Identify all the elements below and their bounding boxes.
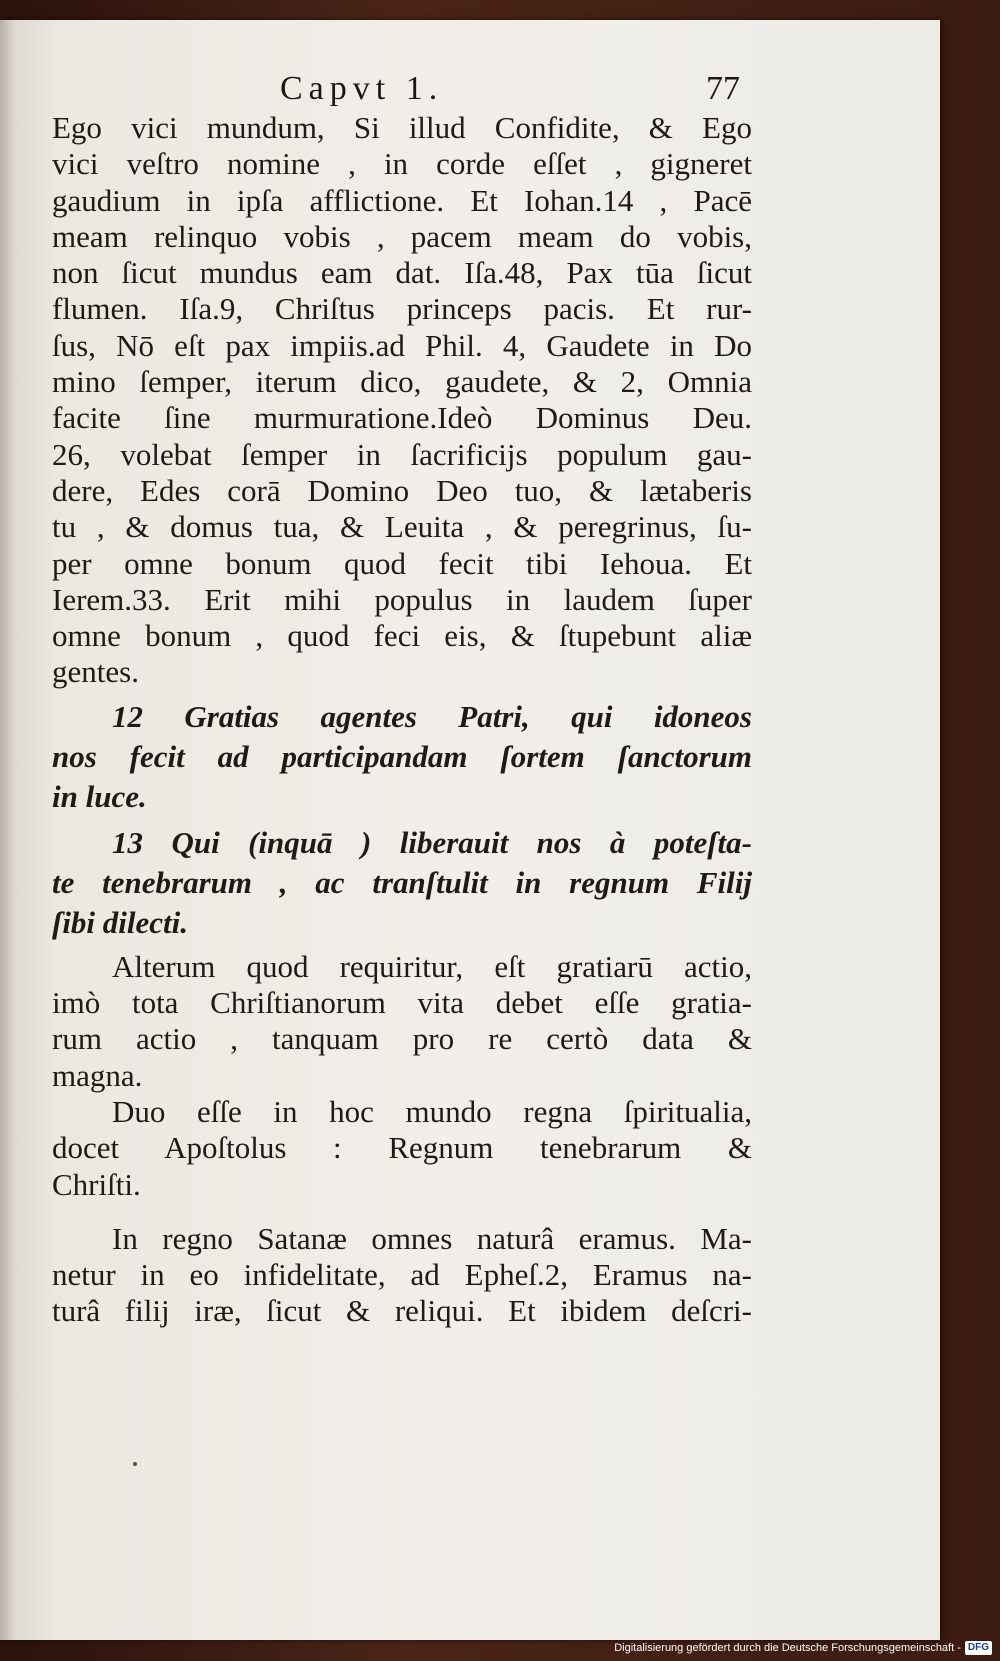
main-text xyxy=(52,110,752,1330)
verse-line: nos fecit ad participandam ſortem ſanctorum xyxy=(52,738,752,774)
text-line: ſus, Nō eſt pax impiis.ad Phil. 4, Gaudete in Do xyxy=(52,327,752,363)
verse-line: 13 Qui (inquā ) liberauit nos à poteſta- xyxy=(112,824,752,860)
text-line: non ſicut mundus eam dat. Iſa.48, Pax tūa ſicut xyxy=(52,255,752,291)
running-head: Capvt 1. xyxy=(280,70,444,107)
digitization-credit xyxy=(614,1639,992,1657)
page-number: 77 xyxy=(706,70,740,107)
text-line: meam relinquo vobis , pacem meam do vobis, xyxy=(52,218,752,254)
ink-speck xyxy=(133,1462,137,1466)
text-line: dere, Edes corā Domino Deo tuo, & lætaberis xyxy=(52,472,752,508)
text-line: magna. xyxy=(52,1057,143,1093)
text-line: gentes. xyxy=(52,654,139,690)
credit-text: Digitalisierung gefördert durch die Deutsche Forschungsgemeinschaft - xyxy=(614,1642,961,1654)
text-line: omne bonum , quod feci eis, & ſtupebunt aliæ xyxy=(52,618,752,654)
verse-line: te tenebrarum , ac tranſtulit in regnum Filij xyxy=(52,864,752,900)
verse-12 xyxy=(52,697,752,817)
text-line: imò tota Chriſtianorum vita debet eſſe gratia- xyxy=(52,985,752,1021)
paragraph-1 xyxy=(52,110,752,691)
text-line: Duo eſſe in hoc mundo regna ſpiritualia, xyxy=(112,1093,752,1129)
text-line: flumen. Iſa.9, Chriſtus princeps pacis. Et rur- xyxy=(52,291,752,327)
text-line: gaudium in ipſa afflictione. Et Iohan.14 , Pacē xyxy=(52,182,752,218)
text-line: facite ſine murmuratione.Ideò Dominus Deu. xyxy=(52,400,752,436)
text-line: Ego vici mundum, Si illud Confidite, & Ego xyxy=(52,110,752,145)
dfg-logo: DFG xyxy=(965,1641,992,1655)
verse-13 xyxy=(52,823,752,943)
verse-line: ſibi dilecti. xyxy=(52,904,189,940)
text-line: In regno Satanæ omnes naturâ eramus. Ma- xyxy=(112,1220,752,1256)
text-line: vici veſtro nomine , in corde eſſet , gigneret xyxy=(52,146,752,182)
text-line: turâ filij iræ, ſicut & reliqui. Et ibidem deſcri- xyxy=(52,1293,752,1329)
paragraph-2 xyxy=(52,949,752,1094)
paragraph-3 xyxy=(52,1094,752,1203)
verse-line: in luce. xyxy=(52,778,147,814)
page-gutter-shadow xyxy=(0,20,14,1640)
text-line: mino ſemper, iterum dico, gaudete, & 2, Omnia xyxy=(52,364,752,400)
text-line: Alterum quod requiritur, eſt gratiarū actio, xyxy=(112,948,752,984)
text-line: netur in eo infidelitate, ad Epheſ.2, Eramus na- xyxy=(52,1257,752,1293)
text-line: 26, volebat ſemper in ſacrificijs populum gau- xyxy=(52,436,752,472)
text-line: Chriſti. xyxy=(52,1166,141,1202)
text-line: Ierem.33. Erit mihi populus in laudem ſuper xyxy=(52,581,752,617)
text-line: docet Apoſtolus : Regnum tenebrarum & xyxy=(52,1130,752,1166)
text-line: tu , & domus tua, & Leuita , & peregrinus, ſu- xyxy=(52,509,752,545)
paragraph-4 xyxy=(52,1221,752,1330)
text-line: rum actio , tanquam pro re certò data & xyxy=(52,1021,752,1057)
verse-line: 12 Gratias agentes Patri, qui idoneos xyxy=(112,698,752,734)
text-line: per omne bonum quod fecit tibi Iehoua. Et xyxy=(52,545,752,581)
